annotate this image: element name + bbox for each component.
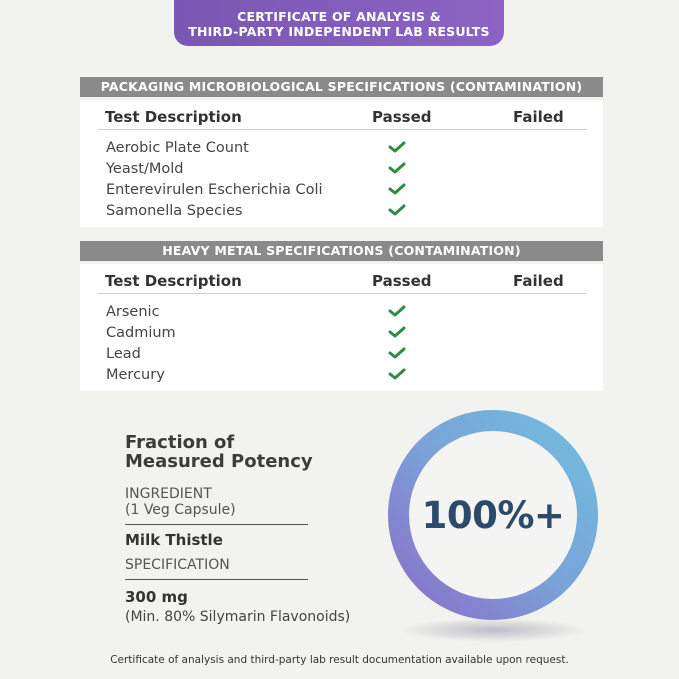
check-icon (388, 346, 406, 360)
check-icon (388, 367, 406, 381)
table-row (106, 365, 586, 386)
check-icon (388, 304, 406, 318)
table-row (106, 159, 586, 180)
ingredient-label-line-1: INGREDIENT (125, 486, 212, 502)
certificate-header (174, 0, 504, 46)
ingredient-value: Milk Thistle (125, 531, 223, 549)
test-name: Mercury (106, 367, 165, 383)
specification-value: 300 mg (125, 588, 188, 606)
potency-title-line-1: Fraction of (125, 432, 235, 453)
header-line-2: THIRD-PARTY INDEPENDENT LAB RESULTS (188, 24, 490, 39)
table-row (106, 323, 586, 344)
table-row (106, 180, 586, 201)
test-name: Lead (106, 346, 141, 362)
specification-note: (Min. 80% Silymarin Flavonoids) (125, 609, 351, 625)
test-name: Samonella Species (106, 203, 243, 219)
test-name: Cadmium (106, 325, 176, 341)
table-row (106, 302, 586, 323)
check-icon (388, 161, 406, 175)
table-row (106, 201, 586, 222)
check-icon (388, 182, 406, 196)
check-icon (388, 140, 406, 154)
micro-section-title: PACKAGING MICROBIOLOGICAL SPECIFICATIONS (CONTAMINATION) (80, 77, 603, 97)
check-icon (388, 203, 406, 217)
ring-shadow (398, 618, 588, 642)
col-test-description: Test Description (105, 108, 242, 126)
metals-section-title: HEAVY METAL SPECIFICATIONS (CONTAMINATION) (80, 241, 603, 261)
test-name: Arsenic (106, 304, 160, 320)
col-passed: Passed (372, 108, 432, 126)
ingredient-label (125, 486, 236, 518)
test-name: Enterevirulen Escherichia Coli (106, 182, 323, 198)
col-test-description: Test Description (105, 272, 242, 290)
check-icon (388, 325, 406, 339)
test-name: Aerobic Plate Count (106, 140, 249, 156)
potency-badge: 100%+ (421, 493, 565, 537)
header-line-1: CERTIFICATE OF ANALYSIS & (237, 9, 441, 24)
metals-rows (106, 302, 586, 386)
specification-label: SPECIFICATION (125, 557, 230, 573)
header-divider (98, 129, 587, 130)
col-failed: Failed (513, 108, 564, 126)
footer-note: Certificate of analysis and third-party lab result documentation available upon request. (110, 654, 569, 666)
header-divider (98, 293, 587, 294)
potency-title (125, 433, 313, 471)
metals-table (80, 264, 603, 391)
test-name: Yeast/Mold (106, 161, 184, 177)
col-failed: Failed (513, 272, 564, 290)
ingredient-label-line-2: (1 Veg Capsule) (125, 502, 236, 518)
micro-rows (106, 138, 586, 222)
micro-table (80, 100, 603, 227)
specification-divider (125, 579, 308, 580)
table-row (106, 138, 586, 159)
col-passed: Passed (372, 272, 432, 290)
potency-title-line-2: Measured Potency (125, 451, 313, 472)
ingredient-divider (125, 524, 308, 525)
table-row (106, 344, 586, 365)
